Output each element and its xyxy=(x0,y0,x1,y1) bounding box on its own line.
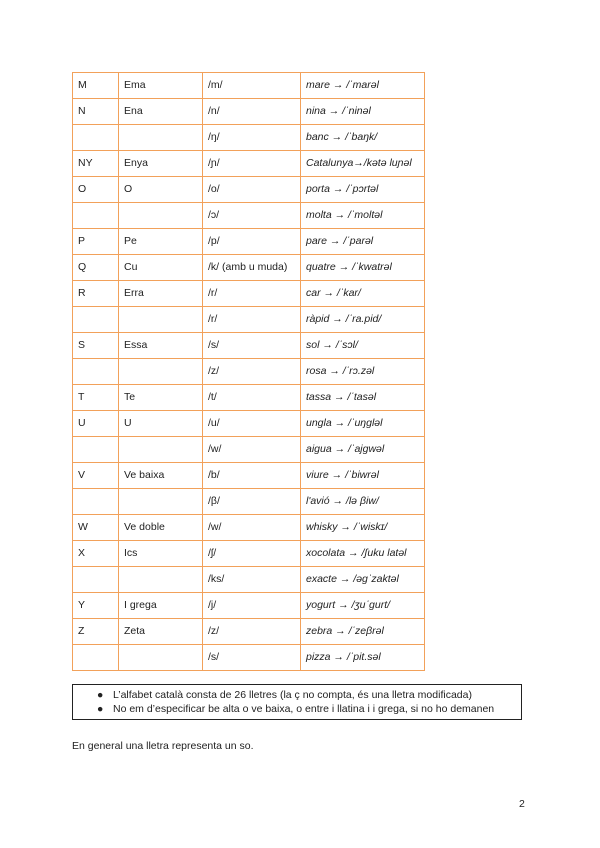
table-row xyxy=(73,99,425,125)
page-number: 2 xyxy=(519,798,525,810)
sound-cell: /z/ xyxy=(203,359,301,385)
letter-name-cell: O xyxy=(119,177,203,203)
letter-name-cell: Pe xyxy=(119,229,203,255)
table-row xyxy=(73,645,425,671)
example-cell: exacte → /əgˈzaktəl xyxy=(301,567,425,593)
letter-name-cell: Zeta xyxy=(119,619,203,645)
letter-cell xyxy=(73,307,119,333)
general-text: En general una lletra representa un so. xyxy=(72,740,254,752)
note-text: No em d’especificar be alta o ve baixa, o entre i llatina i i grega, si no ho demanen xyxy=(113,702,495,715)
letter-cell xyxy=(73,645,119,671)
sound-cell: /n/ xyxy=(203,99,301,125)
letter-name-cell: Cu xyxy=(119,255,203,281)
table-row xyxy=(73,177,425,203)
example-cell: mare → /ˈmarəl xyxy=(301,73,425,99)
example-cell: aigua → /ˈajgwəl xyxy=(301,437,425,463)
example-cell: Catalunya→/kətə luɲəl xyxy=(301,151,425,177)
alphabet-table xyxy=(72,72,425,671)
sound-cell: /s/ xyxy=(203,645,301,671)
example-cell: zebra → /ˈzeβrəl xyxy=(301,619,425,645)
letter-cell: U xyxy=(73,411,119,437)
table-row xyxy=(73,203,425,229)
table-row xyxy=(73,619,425,645)
letter-cell: P xyxy=(73,229,119,255)
example-cell: quatre → /ˈkwatrəl xyxy=(301,255,425,281)
letter-name-cell xyxy=(119,489,203,515)
bullet-icon: ● xyxy=(97,689,104,701)
sound-cell: /ɲ/ xyxy=(203,151,301,177)
table-row xyxy=(73,385,425,411)
letter-name-cell: Ics xyxy=(119,541,203,567)
letter-name-cell: Te xyxy=(119,385,203,411)
table-row xyxy=(73,567,425,593)
example-cell: rosa → /ˈrɔ.zəl xyxy=(301,359,425,385)
sound-cell: /r/ xyxy=(203,307,301,333)
table-row xyxy=(73,489,425,515)
letter-cell xyxy=(73,359,119,385)
example-cell: banc → /ˈbaŋk/ xyxy=(301,125,425,151)
letter-name-cell xyxy=(119,359,203,385)
letter-name-cell xyxy=(119,645,203,671)
table-row xyxy=(73,151,425,177)
example-cell: molta → /ˈmoltəl xyxy=(301,203,425,229)
example-cell: l'avió → /lə βiw/ xyxy=(301,489,425,515)
table-row xyxy=(73,463,425,489)
letter-cell: W xyxy=(73,515,119,541)
letter-cell xyxy=(73,567,119,593)
letter-cell xyxy=(73,437,119,463)
example-cell: ungla → /ˈuŋgləl xyxy=(301,411,425,437)
letter-cell: NY xyxy=(73,151,119,177)
letter-cell: S xyxy=(73,333,119,359)
sound-cell: /ɔ/ xyxy=(203,203,301,229)
note-item xyxy=(97,689,515,703)
letter-name-cell: Erra xyxy=(119,281,203,307)
table-row xyxy=(73,229,425,255)
sound-cell: /w/ xyxy=(203,515,301,541)
table-row xyxy=(73,411,425,437)
example-cell: tassa → /ˈtasəl xyxy=(301,385,425,411)
letter-name-cell xyxy=(119,307,203,333)
sound-cell: /s/ xyxy=(203,333,301,359)
letter-cell: X xyxy=(73,541,119,567)
letter-cell xyxy=(73,489,119,515)
sound-cell: /m/ xyxy=(203,73,301,99)
letter-cell xyxy=(73,125,119,151)
letter-name-cell: Enya xyxy=(119,151,203,177)
example-cell: porta → /ˈpɔrtəl xyxy=(301,177,425,203)
notes-box xyxy=(72,684,522,720)
example-cell: yogurt → /ʒuˈgurt/ xyxy=(301,593,425,619)
sound-cell: /p/ xyxy=(203,229,301,255)
example-cell: nina → /ˈninəl xyxy=(301,99,425,125)
bullet-icon: ● xyxy=(97,702,104,715)
example-cell: car → /ˈkar/ xyxy=(301,281,425,307)
letter-name-cell xyxy=(119,437,203,463)
sound-cell: /b/ xyxy=(203,463,301,489)
letter-cell: M xyxy=(73,73,119,99)
sound-cell: /ŋ/ xyxy=(203,125,301,151)
table-row xyxy=(73,255,425,281)
table-row xyxy=(73,515,425,541)
letter-cell xyxy=(73,203,119,229)
letter-cell: N xyxy=(73,99,119,125)
letter-name-cell: Ema xyxy=(119,73,203,99)
letter-name-cell: Ve doble xyxy=(119,515,203,541)
letter-name-cell xyxy=(119,125,203,151)
table-row xyxy=(73,307,425,333)
notes-list xyxy=(97,689,515,716)
example-cell: sol → /ˈsɔl/ xyxy=(301,333,425,359)
table-row xyxy=(73,125,425,151)
example-cell: whisky → /ˈwiskɪ/ xyxy=(301,515,425,541)
sound-cell: /u/ xyxy=(203,411,301,437)
note-item xyxy=(97,703,515,717)
letter-name-cell xyxy=(119,567,203,593)
example-cell: pizza → /ˈpit.səl xyxy=(301,645,425,671)
sound-cell: /k/ (amb u muda) xyxy=(203,255,301,281)
sound-cell: /j/ xyxy=(203,593,301,619)
letter-cell: V xyxy=(73,463,119,489)
example-cell: ràpid → /ˈra.pid/ xyxy=(301,307,425,333)
table-row xyxy=(73,437,425,463)
sound-cell: /w/ xyxy=(203,437,301,463)
table-row xyxy=(73,73,425,99)
letter-name-cell: Ena xyxy=(119,99,203,125)
table-row xyxy=(73,281,425,307)
sound-cell: /z/ xyxy=(203,619,301,645)
letter-cell: O xyxy=(73,177,119,203)
table-row xyxy=(73,359,425,385)
sound-cell: /ks/ xyxy=(203,567,301,593)
letter-cell: T xyxy=(73,385,119,411)
table-row xyxy=(73,333,425,359)
letter-name-cell: I grega xyxy=(119,593,203,619)
letter-name-cell: Essa xyxy=(119,333,203,359)
alphabet-table-body xyxy=(73,73,425,671)
sound-cell: /r/ xyxy=(203,281,301,307)
letter-cell: Y xyxy=(73,593,119,619)
sound-cell: /t/ xyxy=(203,385,301,411)
note-text: L’alfabet català consta de 26 lletres (la ç no compta, és una lletra modificada) xyxy=(113,689,472,701)
example-cell: xocolata → /ʃuku latəl xyxy=(301,541,425,567)
table-row xyxy=(73,541,425,567)
table-row xyxy=(73,593,425,619)
example-cell: viure → /ˈbiwrəl xyxy=(301,463,425,489)
sound-cell: /β/ xyxy=(203,489,301,515)
letter-name-cell: Ve baixa xyxy=(119,463,203,489)
sound-cell: /ʃ/ xyxy=(203,541,301,567)
example-cell: pare → /ˈparəl xyxy=(301,229,425,255)
letter-cell: R xyxy=(73,281,119,307)
sound-cell: /o/ xyxy=(203,177,301,203)
letter-name-cell xyxy=(119,203,203,229)
letter-name-cell: U xyxy=(119,411,203,437)
letter-cell: Z xyxy=(73,619,119,645)
letter-cell: Q xyxy=(73,255,119,281)
